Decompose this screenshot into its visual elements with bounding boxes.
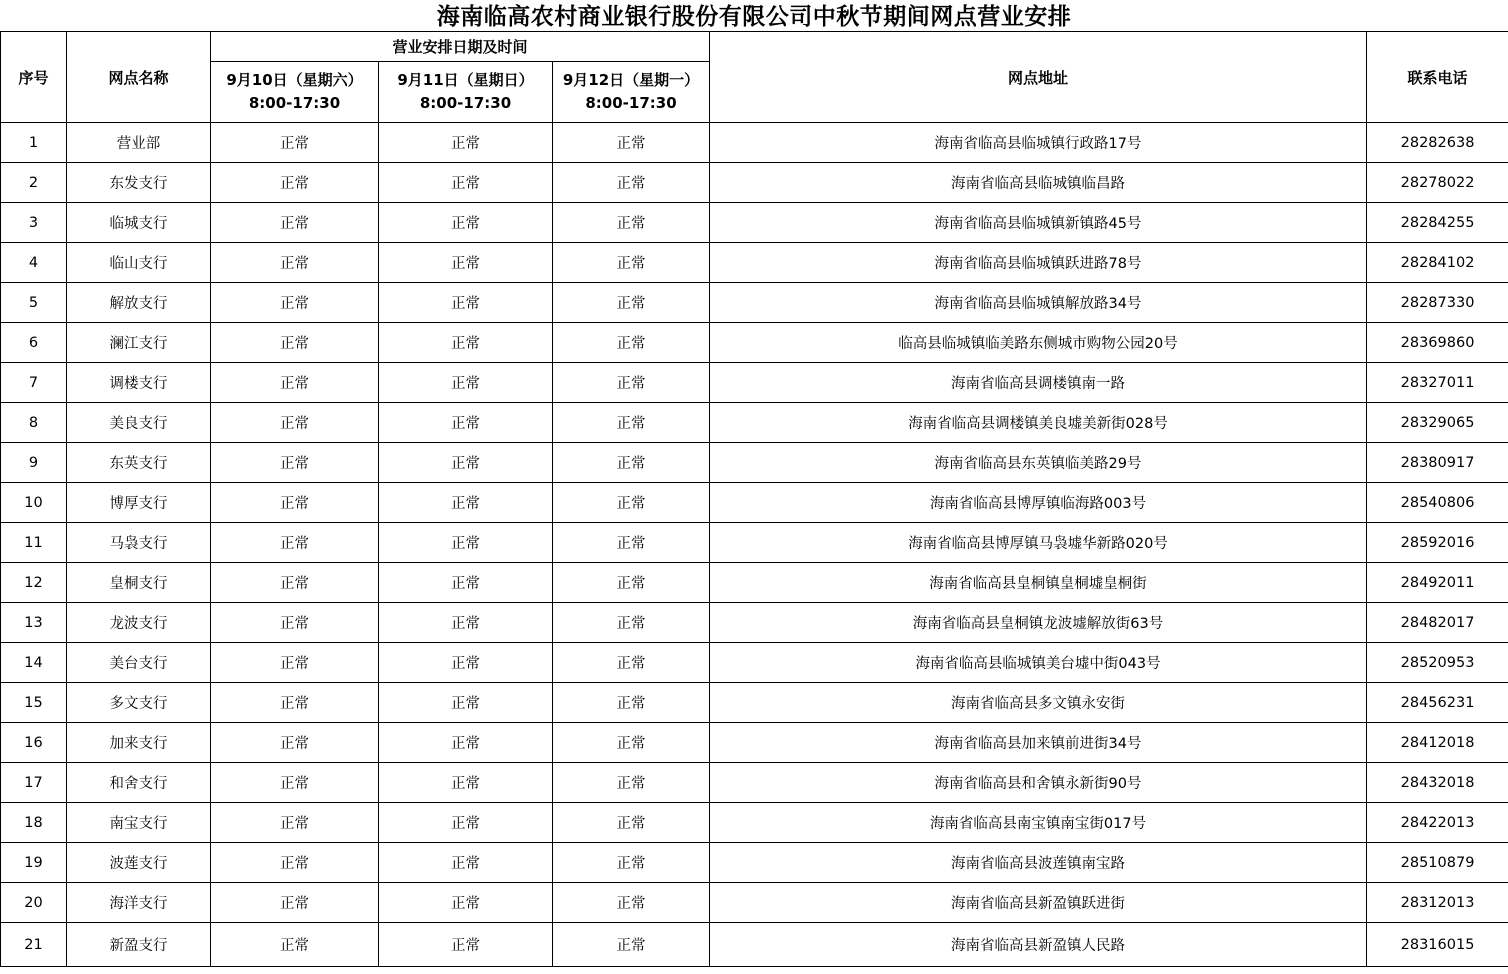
table-row — [1, 883, 1508, 923]
status-day2: 正常 — [379, 803, 553, 843]
table-row — [1, 923, 1508, 967]
table-row — [1, 723, 1508, 763]
table-row — [1, 523, 1508, 563]
table-row — [1, 763, 1508, 803]
status-day2: 正常 — [379, 443, 553, 483]
date-header — [379, 62, 553, 123]
phone-header: 联系电话 — [1367, 32, 1508, 123]
row-seq: 13 — [1, 603, 67, 643]
branch-name: 营业部 — [67, 123, 211, 163]
status-day2: 正常 — [379, 843, 553, 883]
branch-phone: 28540806 — [1367, 483, 1508, 523]
branch-name: 博厚支行 — [67, 483, 211, 523]
status-day2: 正常 — [379, 483, 553, 523]
status-day2: 正常 — [379, 563, 553, 603]
status-day3: 正常 — [553, 563, 710, 603]
branch-name: 龙波支行 — [67, 603, 211, 643]
row-seq: 18 — [1, 803, 67, 843]
branch-address: 海南省临高县和舍镇永新街90号 — [710, 763, 1367, 803]
branch-phone: 28327011 — [1367, 363, 1508, 403]
status-day2: 正常 — [379, 163, 553, 203]
status-day2: 正常 — [379, 243, 553, 283]
status-day3: 正常 — [553, 123, 710, 163]
table-row — [1, 843, 1508, 883]
table-row — [1, 243, 1508, 283]
branch-address: 海南省临高县皇桐镇龙波墟解放街63号 — [710, 603, 1367, 643]
branch-phone: 28278022 — [1367, 163, 1508, 203]
branch-phone: 28284102 — [1367, 243, 1508, 283]
table-row — [1, 283, 1508, 323]
status-day1: 正常 — [211, 523, 379, 563]
status-day1: 正常 — [211, 723, 379, 763]
status-day3: 正常 — [553, 763, 710, 803]
row-seq: 9 — [1, 443, 67, 483]
row-seq: 11 — [1, 523, 67, 563]
branch-phone: 28316015 — [1367, 923, 1508, 967]
table-row — [1, 163, 1508, 203]
status-day1: 正常 — [211, 363, 379, 403]
branch-address: 海南省临高县调楼镇南一路 — [710, 363, 1367, 403]
status-day1: 正常 — [211, 203, 379, 243]
row-seq: 7 — [1, 363, 67, 403]
branch-address: 海南省临高县南宝镇南宝街017号 — [710, 803, 1367, 843]
branch-phone: 28492011 — [1367, 563, 1508, 603]
branch-address: 海南省临高县加来镇前进街34号 — [710, 723, 1367, 763]
status-day1: 正常 — [211, 603, 379, 643]
row-seq: 3 — [1, 203, 67, 243]
status-day2: 正常 — [379, 523, 553, 563]
status-day3: 正常 — [553, 603, 710, 643]
status-day3: 正常 — [553, 843, 710, 883]
table-row — [1, 603, 1508, 643]
status-day2: 正常 — [379, 403, 553, 443]
status-day1: 正常 — [211, 243, 379, 283]
branch-name: 皇桐支行 — [67, 563, 211, 603]
branch-phone: 28432018 — [1367, 763, 1508, 803]
row-seq: 4 — [1, 243, 67, 283]
row-seq: 21 — [1, 923, 67, 967]
table-row — [1, 403, 1508, 443]
branch-name: 波莲支行 — [67, 843, 211, 883]
branch-schedule-table — [0, 31, 1508, 967]
branch-phone: 28329065 — [1367, 403, 1508, 443]
status-day2: 正常 — [379, 643, 553, 683]
table-row — [1, 203, 1508, 243]
branch-phone: 28456231 — [1367, 683, 1508, 723]
status-day3: 正常 — [553, 163, 710, 203]
status-day1: 正常 — [211, 923, 379, 967]
branch-name: 调楼支行 — [67, 363, 211, 403]
branch-phone: 28282638 — [1367, 123, 1508, 163]
table-row — [1, 643, 1508, 683]
date-header — [553, 62, 710, 123]
branch-address: 海南省临高县波莲镇南宝路 — [710, 843, 1367, 883]
status-day1: 正常 — [211, 283, 379, 323]
table-row — [1, 123, 1508, 163]
time-label: 8:00-17:30 — [419, 94, 512, 112]
branch-address: 海南省临高县临城镇新镇路45号 — [710, 203, 1367, 243]
table-row — [1, 483, 1508, 523]
status-day1: 正常 — [211, 683, 379, 723]
status-day1: 正常 — [211, 163, 379, 203]
status-day2: 正常 — [379, 883, 553, 923]
branch-address: 海南省临高县多文镇永安街 — [710, 683, 1367, 723]
branch-address: 海南省临高县调楼镇美良墟美新街028号 — [710, 403, 1367, 443]
date-label: 9月10日（星期六） — [226, 71, 363, 89]
branch-address: 海南省临高县博厚镇临海路003号 — [710, 483, 1367, 523]
status-day1: 正常 — [211, 563, 379, 603]
date-label: 9月12日（星期一） — [562, 71, 700, 89]
branch-name: 和舍支行 — [67, 763, 211, 803]
row-seq: 12 — [1, 563, 67, 603]
branch-name: 东英支行 — [67, 443, 211, 483]
branch-name: 多文支行 — [67, 683, 211, 723]
branch-name: 加来支行 — [67, 723, 211, 763]
status-day3: 正常 — [553, 243, 710, 283]
status-day2: 正常 — [379, 203, 553, 243]
status-day2: 正常 — [379, 683, 553, 723]
status-day1: 正常 — [211, 123, 379, 163]
branch-address: 海南省临高县新盈镇人民路 — [710, 923, 1367, 967]
row-seq: 2 — [1, 163, 67, 203]
status-day1: 正常 — [211, 443, 379, 483]
table-row — [1, 323, 1508, 363]
branch-address: 海南省临高县临城镇美台墟中街043号 — [710, 643, 1367, 683]
status-day2: 正常 — [379, 723, 553, 763]
status-day3: 正常 — [553, 443, 710, 483]
branch-address: 海南省临高县临城镇临昌路 — [710, 163, 1367, 203]
row-seq: 19 — [1, 843, 67, 883]
status-day1: 正常 — [211, 843, 379, 883]
status-day1: 正常 — [211, 403, 379, 443]
status-day2: 正常 — [379, 123, 553, 163]
branch-phone: 28412018 — [1367, 723, 1508, 763]
branch-address: 海南省临高县东英镇临美路29号 — [710, 443, 1367, 483]
status-day2: 正常 — [379, 603, 553, 643]
row-seq: 14 — [1, 643, 67, 683]
status-day2: 正常 — [379, 763, 553, 803]
table-row — [1, 803, 1508, 843]
status-day3: 正常 — [553, 483, 710, 523]
status-day2: 正常 — [379, 283, 553, 323]
status-day3: 正常 — [553, 883, 710, 923]
branch-address: 海南省临高县博厚镇马袅墟华新路020号 — [710, 523, 1367, 563]
branch-name: 澜江支行 — [67, 323, 211, 363]
row-seq: 17 — [1, 763, 67, 803]
time-label: 8:00-17:30 — [248, 94, 341, 112]
header-row — [1, 32, 1508, 62]
table-row — [1, 363, 1508, 403]
status-day1: 正常 — [211, 483, 379, 523]
row-seq: 15 — [1, 683, 67, 723]
table-row — [1, 563, 1508, 603]
status-day3: 正常 — [553, 283, 710, 323]
row-seq: 1 — [1, 123, 67, 163]
status-day3: 正常 — [553, 523, 710, 563]
branch-phone: 28592016 — [1367, 523, 1508, 563]
branch-name: 美良支行 — [67, 403, 211, 443]
branch-name: 海洋支行 — [67, 883, 211, 923]
branch-address: 临高县临城镇临美路东侧城市购物公园20号 — [710, 323, 1367, 363]
row-seq: 8 — [1, 403, 67, 443]
status-day2: 正常 — [379, 323, 553, 363]
branch-phone: 28287330 — [1367, 283, 1508, 323]
status-day1: 正常 — [211, 643, 379, 683]
branch-name: 新盈支行 — [67, 923, 211, 967]
branch-name: 美台支行 — [67, 643, 211, 683]
row-seq: 10 — [1, 483, 67, 523]
status-day3: 正常 — [553, 323, 710, 363]
status-day2: 正常 — [379, 363, 553, 403]
seq-header: 序号 — [1, 32, 67, 123]
status-day2: 正常 — [379, 923, 553, 967]
branch-name: 马袅支行 — [67, 523, 211, 563]
schedule-header: 营业安排日期及时间 — [211, 32, 710, 62]
row-seq: 6 — [1, 323, 67, 363]
branch-phone: 28284255 — [1367, 203, 1508, 243]
status-day3: 正常 — [553, 683, 710, 723]
table-row — [1, 443, 1508, 483]
branch-name: 南宝支行 — [67, 803, 211, 843]
status-day3: 正常 — [553, 403, 710, 443]
status-day1: 正常 — [211, 763, 379, 803]
branch-address: 海南省临高县皇桐镇皇桐墟皇桐街 — [710, 563, 1367, 603]
branch-phone: 28369860 — [1367, 323, 1508, 363]
table-row — [1, 683, 1508, 723]
row-seq: 16 — [1, 723, 67, 763]
status-day3: 正常 — [553, 203, 710, 243]
branch-name: 东发支行 — [67, 163, 211, 203]
branch-address: 海南省临高县新盈镇跃进街 — [710, 883, 1367, 923]
date-label: 9月11日（星期日） — [397, 71, 534, 89]
branch-phone: 28380917 — [1367, 443, 1508, 483]
branch-phone: 28312013 — [1367, 883, 1508, 923]
address-header: 网点地址 — [710, 32, 1367, 123]
status-day1: 正常 — [211, 323, 379, 363]
status-day3: 正常 — [553, 643, 710, 683]
time-label: 8:00-17:30 — [585, 94, 677, 112]
branch-name: 临山支行 — [67, 243, 211, 283]
status-day3: 正常 — [553, 723, 710, 763]
row-seq: 20 — [1, 883, 67, 923]
branch-name: 临城支行 — [67, 203, 211, 243]
branch-name: 解放支行 — [67, 283, 211, 323]
branch-address: 海南省临高县临城镇解放路34号 — [710, 283, 1367, 323]
status-day3: 正常 — [553, 803, 710, 843]
branch-address: 海南省临高县临城镇行政路17号 — [710, 123, 1367, 163]
status-day3: 正常 — [553, 363, 710, 403]
status-day3: 正常 — [553, 923, 710, 967]
branch-address: 海南省临高县临城镇跃进路78号 — [710, 243, 1367, 283]
branch-phone: 28510879 — [1367, 843, 1508, 883]
row-seq: 5 — [1, 283, 67, 323]
status-day1: 正常 — [211, 883, 379, 923]
branch-phone: 28482017 — [1367, 603, 1508, 643]
branch-phone: 28422013 — [1367, 803, 1508, 843]
page-title: 海南临高农村商业银行股份有限公司中秋节期间网点营业安排 — [436, 3, 1072, 30]
branch-phone: 28520953 — [1367, 643, 1508, 683]
date-header — [211, 62, 379, 123]
branch-name-header: 网点名称 — [67, 32, 211, 123]
status-day1: 正常 — [211, 803, 379, 843]
